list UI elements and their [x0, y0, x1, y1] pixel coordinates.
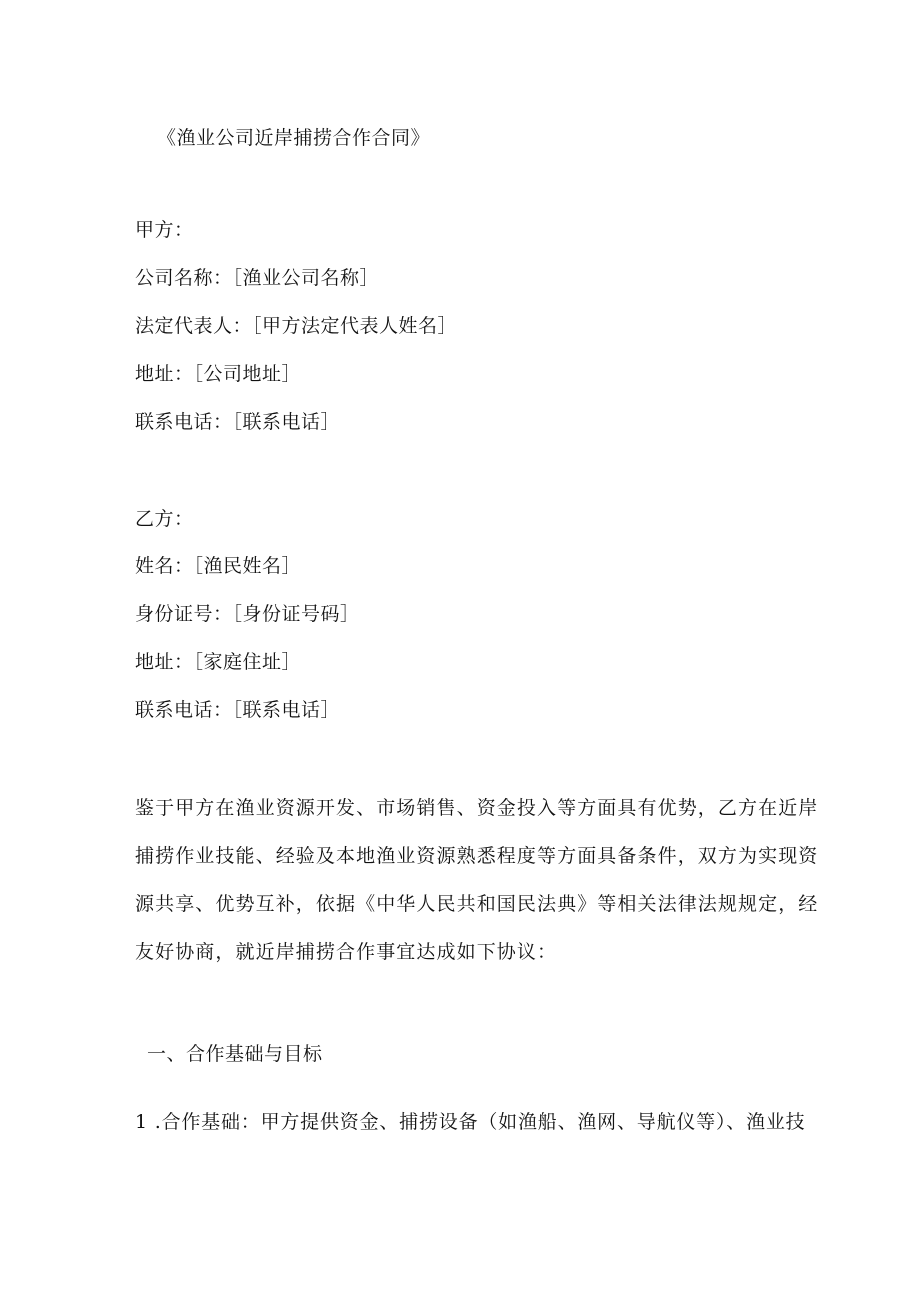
party-b-heading: 乙方：	[135, 508, 194, 530]
party-a-heading: 甲方：	[135, 219, 194, 241]
party-b-address: 地址：［家庭住址］	[135, 651, 302, 673]
document-title: 《渔业公司近岸捕捞合作合同》	[157, 127, 431, 149]
party-a-address: 地址：［公司地址］	[135, 363, 302, 385]
section-1-heading: 一、合作基础与目标	[147, 1043, 323, 1065]
preamble-line-1: 鉴于甲方在渔业资源开发、市场销售、资金投入等方面具有优势，乙方在近岸	[135, 797, 819, 819]
section-1-item-1: 1 .合作基础：甲方提供资金、捕捞设备（如渔船、渔网、导航仪等）、渔业技	[135, 1111, 806, 1133]
party-b-name: 姓名：［渔民姓名］	[135, 555, 302, 577]
party-b-id-number: 身份证号：［身份证号码］	[135, 603, 360, 625]
party-a-company-name: 公司名称：［渔业公司名称］	[135, 267, 380, 289]
preamble-line-2: 捕捞作业技能、经验及本地渔业资源熟悉程度等方面具备条件，双方为实现资	[135, 845, 819, 867]
party-b-phone: 联系电话：［联系电话］	[135, 699, 341, 721]
preamble-line-4: 友好协商，就近岸捕捞合作事宜达成如下协议：	[135, 941, 558, 963]
party-a-phone: 联系电话：［联系电话］	[135, 411, 341, 433]
party-a-legal-rep: 法定代表人：［甲方法定代表人姓名］	[135, 315, 458, 337]
preamble-line-3: 源共享、优势互补，依据《中华人民共和国民法典》等相关法律法规规定，经	[135, 893, 819, 915]
